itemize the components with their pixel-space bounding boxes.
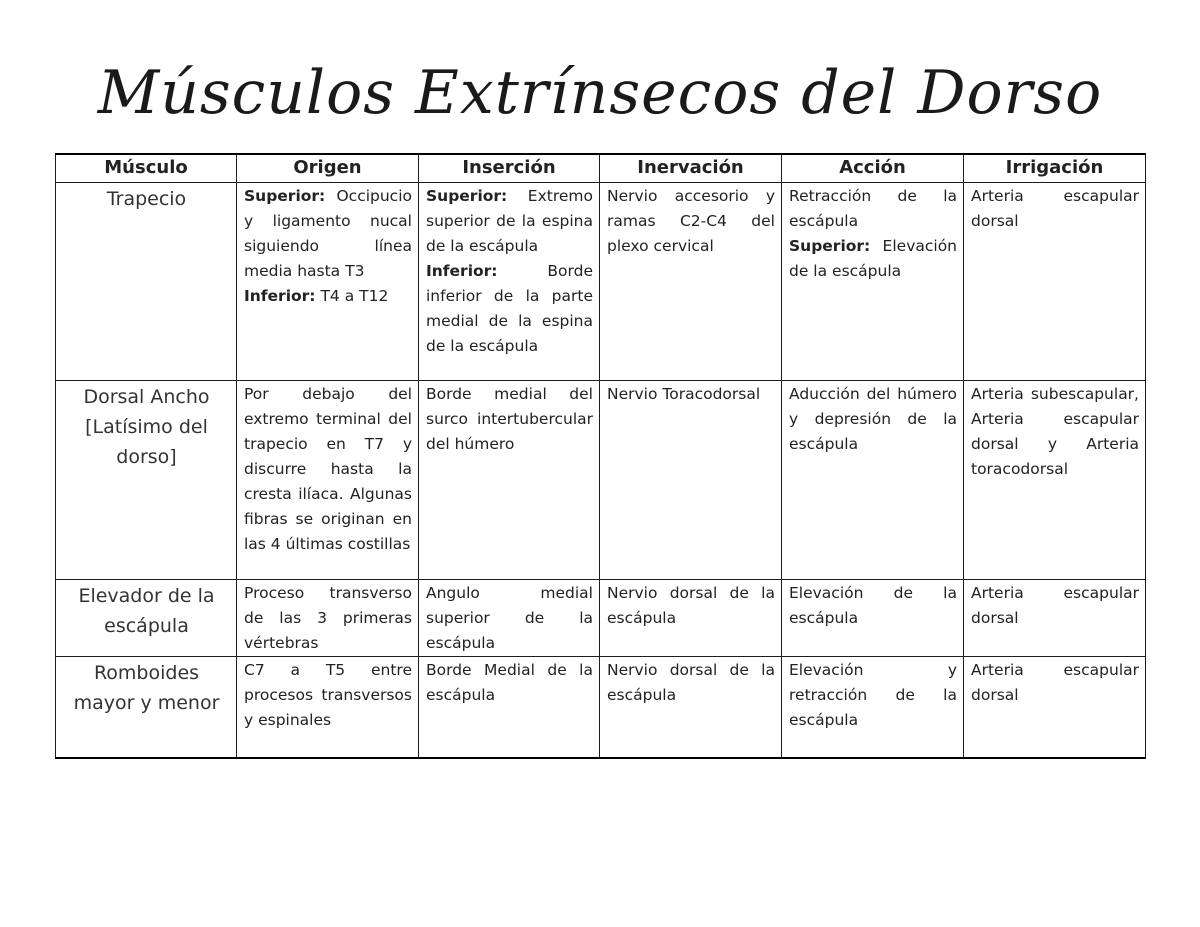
table-row (56, 381, 1146, 580)
muscle-name: Romboides mayor y menor (56, 657, 237, 758)
page-title: Músculos Extrínsecos del Dorso (97, 58, 1103, 128)
irrigation-cell: Arteria escapular dorsal (964, 183, 1146, 381)
action-cell: Aducción del húmero y depresión de la escápula (782, 381, 964, 580)
muscle-name: Dorsal Ancho [Latísimo del dorso] (56, 381, 237, 580)
cell-text: Elevación de la escápula (789, 237, 957, 280)
header-origen: Origen (237, 154, 419, 183)
cell-text: Borde inferior de la parte medial de la espina de la escápula (426, 262, 593, 355)
cell-text: Retracción de la escápula (789, 187, 957, 230)
table-row (56, 183, 1146, 381)
table-row (56, 580, 1146, 657)
irrigation-cell: Arteria escapular dorsal (964, 580, 1146, 657)
table-header-row (56, 154, 1146, 183)
header-insercion: Inserción (419, 154, 600, 183)
action-cell: Elevación de la escápula (782, 580, 964, 657)
cell-label: Superior: (244, 187, 326, 205)
insertion-cell: Borde medial del surco intertubercular del húmero (419, 381, 600, 580)
muscles-table (55, 153, 1146, 759)
table-row (56, 657, 1146, 758)
irrigation-cell: Arteria escapular dorsal (964, 657, 1146, 758)
insertion-cell (419, 183, 600, 381)
muscle-name: Elevador de la escápula (56, 580, 237, 657)
cell-text: T4 a T12 (315, 287, 389, 305)
cell-label: Inferior: (244, 287, 316, 305)
insertion-cell: Borde Medial de la escápula (419, 657, 600, 758)
cell-label: Superior: (789, 237, 871, 255)
cell-label: Superior: (426, 187, 508, 205)
cell-text: Extremo superior de la espina de la escápula (426, 187, 593, 255)
innervation-cell: Nervio dorsal de la escápula (600, 657, 782, 758)
cell-label: Inferior: (426, 262, 498, 280)
origin-cell (237, 183, 419, 381)
action-cell: Elevación y retracción de la escápula (782, 657, 964, 758)
origin-cell: C7 a T5 entre procesos transversos y espinales (237, 657, 419, 758)
header-irrigacion: Irrigación (964, 154, 1146, 183)
header-accion: Acción (782, 154, 964, 183)
cell-text: Occipucio y ligamento nucal siguiendo línea media hasta T3 (244, 187, 412, 280)
innervation-cell: Nervio Toracodorsal (600, 381, 782, 580)
origin-cell: Por debajo del extremo terminal del trapecio en T7 y discurre hasta la cresta ilíaca. Algunas fibras se originan en las 4 últimas costillas (237, 381, 419, 580)
action-cell (782, 183, 964, 381)
header-inervacion: Inervación (600, 154, 782, 183)
header-musculo: Músculo (56, 154, 237, 183)
innervation-cell: Nervio accesorio y ramas C2-C4 del plexo cervical (600, 183, 782, 381)
innervation-cell: Nervio dorsal de la escápula (600, 580, 782, 657)
muscle-name: Trapecio (56, 183, 237, 381)
origin-cell: Proceso transverso de las 3 primeras vértebras (237, 580, 419, 657)
insertion-cell: Angulo medial superior de la escápula (419, 580, 600, 657)
irrigation-cell: Arteria subescapular, Arteria escapular dorsal y Arteria toracodorsal (964, 381, 1146, 580)
